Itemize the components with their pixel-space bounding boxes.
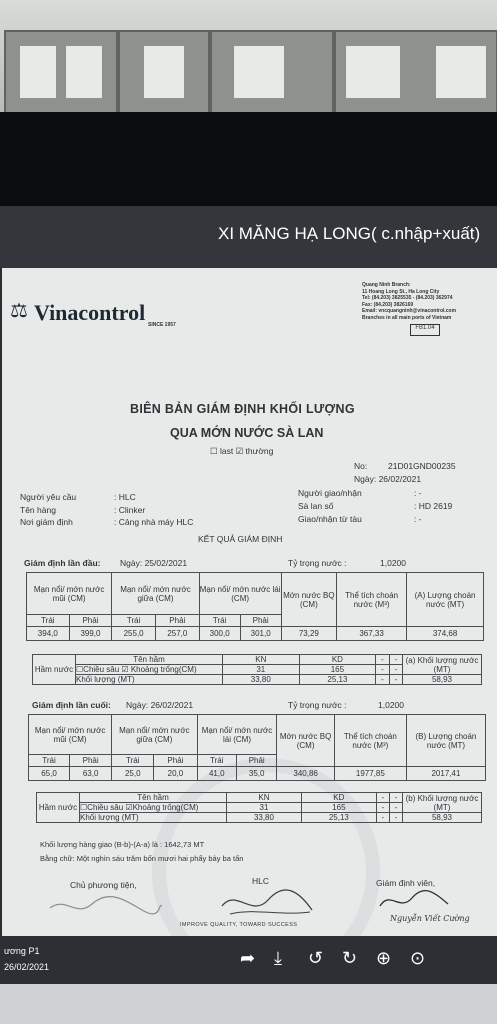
cell: 20,0 [154,767,197,781]
ship-value: : - [414,514,422,524]
cell: - [376,813,389,823]
cell: 257,0 [155,627,199,641]
requester-label: Người yêu cầu [20,492,77,502]
monitor-bezel [0,112,497,210]
water-mass-value: 58,93 [403,813,482,823]
sub-left: Trái [112,755,154,767]
office-wall [0,0,497,118]
hlc-label: HLC [252,876,270,886]
header-mean-draft: Mớn nước BQ (CM) [277,715,334,767]
header-mid: Mạn nổi/ mớn nước giữa (CM) [112,715,197,755]
depth-row-label: ☐Chiều sâu ☑ Khoảng trống(CM) [76,665,223,675]
cell: 25,0 [112,767,154,781]
total-mass: Khối lượng hàng giao (B-b)-(A-a) là : 1642,73 MT [40,840,205,849]
sub-right: Phải [70,755,112,767]
last-tank-table [36,792,482,823]
first-survey-date: Ngày: 25/02/2021 [120,558,188,568]
sub-right: Phải [155,615,199,627]
tank-label: Hầm nước [37,793,80,823]
sub-left: Trái [199,615,240,627]
motto: IMPROVE QUALITY, TOWARD SUCCESS [180,922,298,928]
file-name: ương P1 [4,946,40,956]
cell: 65,0 [29,767,70,781]
sub-left: Trái [29,755,70,767]
share-icon[interactable]: ➦ [240,948,256,968]
header-stern: Mạn nổi/ mớn nước lái (CM) [199,573,281,615]
result-title: KẾT QUẢ GIÁM ĐỊNH [198,534,283,544]
inspector-name: Nguyễn Viết Cường [390,914,470,923]
sub-right: Phải [69,615,112,627]
tank-name-header: Tên hầm [76,655,223,665]
cell: - [376,675,389,685]
header-bow: Mạn nổi/ mớn nước mũi (CM) [27,573,112,615]
cell: - [389,793,402,803]
cell: - [389,665,402,675]
water-mass-value: 58,93 [403,675,482,685]
header-displacement: (B) Lượng choán nước (MT) [406,715,485,767]
deliver-label: Người giao/nhận [298,488,362,498]
requester-value: : HLC [114,492,136,502]
kn-header: KN [227,793,302,803]
kn-header: KN [223,655,300,665]
zoom-in-icon[interactable]: ⊕ [376,948,392,968]
cell: 374,68 [407,627,484,641]
header-volume: Thể tích choán nước (M³) [337,573,407,627]
cell: - [376,793,389,803]
last-draft-table [28,714,486,781]
inspector-signature [374,888,454,914]
cabinet [118,30,210,118]
cabinet [334,30,497,118]
total-in-words: Bằng chữ: Một nghìn sáu trăm bốn mươi hai phẩy bảy ba tấn [40,854,244,863]
cell: 25,13 [299,675,376,685]
logo: Vinacontrol [34,300,146,325]
cell: - [376,803,389,813]
cell: 2017,41 [406,767,485,781]
no-value: 21D01GND00235 [388,461,456,471]
cell: 31 [223,665,300,675]
first-draft-table [26,572,484,641]
first-density-label: Tỷ trọng nước : [288,558,347,568]
hd-icon[interactable]: ⊙ [410,948,426,968]
place-label: Nơi giám định [20,517,73,527]
cell: 41,0 [197,767,236,781]
logo-since: SINCE 1957 [148,322,176,328]
cell: 367,33 [337,627,407,641]
cell: 33,80 [227,813,302,823]
header-bow: Mạn nổi/ mớn nước mũi (CM) [29,715,112,755]
sub-left: Trái [197,755,236,767]
rotate-left-icon[interactable]: ↺ [308,948,324,968]
last-density-value: 1,0200 [378,700,404,710]
barge-label: Sà lan số [298,501,334,511]
mass-row-label: Khối lượng (MT) [80,813,227,823]
goods-value: : Clinker [114,505,146,515]
scales-icon: ⚖ [10,300,28,322]
mass-row-label: Khối lượng (MT) [76,675,223,685]
cell: - [389,813,402,823]
cell: 300,0 [199,627,240,641]
cell: - [376,665,389,675]
table-row [27,627,484,641]
inspector-label: Giám định viên, [376,878,436,888]
cell: 25,13 [301,813,376,823]
table-row [29,767,486,781]
cabinet [210,30,334,118]
depth-row-label: ☐Chiều sâu ☑Khoảng trống(CM) [80,803,227,813]
sub-right: Phải [240,615,281,627]
sub-left: Trái [27,615,70,627]
last-density-label: Tỷ trọng nước : [288,700,347,710]
goods-label: Tên hàng [20,505,56,515]
window-title: XI MĂNG HẠ LONG( c.nhập+xuất) [218,224,481,243]
thumbnail-strip [0,984,497,1024]
doc-subtitle: QUA MỚN NƯỚC SÀ LAN [170,426,324,440]
first-density-value: 1,0200 [380,558,406,568]
cell: 255,0 [112,627,156,641]
file-date: 26/02/2021 [4,962,50,972]
last-survey-label: Giám định lần cuối: [32,700,111,710]
cell: 73,29 [281,627,336,641]
cabinet [4,30,118,118]
doc-date: Ngày: 26/02/2021 [354,474,422,484]
place-value: : Cảng nhà máy HLC [114,517,194,527]
cell: 165 [299,665,376,675]
kd-header: KD [299,655,376,665]
cell: 63,0 [70,767,112,781]
tank-label: Hầm nước [33,655,76,685]
cell: 33,80 [223,675,300,685]
header-mean-draft: Mớn nước BQ (CM) [281,573,336,627]
form-code: FB1.04 [410,324,440,336]
cell: 31 [227,803,302,813]
kd-header: KD [301,793,376,803]
cell: 165 [301,803,376,813]
water-mass-header: (a) Khối lượng nước (MT) [403,655,482,675]
rotate-right-icon[interactable]: ↻ [342,948,358,968]
first-tank-table [32,654,482,685]
cell: - [389,803,402,813]
cell: 399,0 [69,627,112,641]
cell: - [389,675,402,685]
cell: 394,0 [27,627,70,641]
ship-label: Giao/nhận từ tàu [298,514,362,524]
sub-right: Phải [236,755,276,767]
captain-label: Chủ phương tiện, [70,880,137,890]
first-survey-label: Giám định lần đầu: [24,558,101,568]
captain-signature [46,892,166,920]
tank-name-header: Tên hầm [80,793,227,803]
cell: 301,0 [240,627,281,641]
sub-left: Trái [112,615,156,627]
cell: 340,86 [277,767,334,781]
header-volume: Thể tích choán nước (M³) [334,715,406,767]
barge-value: : HD 2619 [414,501,453,511]
cell: 1977,85 [334,767,406,781]
header-displacement: (A) Lượng choán nước (MT) [407,573,484,627]
download-icon[interactable]: ⤓ [274,948,282,968]
header-stern: Mạn nổi/ mớn nước lái (CM) [197,715,277,755]
header-mid: Mạn nổi/ mớn nước giữa (CM) [112,573,199,615]
cell: - [389,655,402,665]
last-survey-date: Ngày: 26/02/2021 [126,700,194,710]
deliver-value: : - [414,488,422,498]
branch-info: Quang Ninh Branch: 11 Hoang Long St., Ha Long City Tel: (84.203) 3825535 - (84.203) 362974 Fax: (84.203) 3826169 Email: vncquangninh@vinacontrol.com Branches in all main ports of Vietnam [362,282,457,321]
document-page [2,268,497,936]
type-checkbox: ☐ last ☑ thường [210,446,274,456]
water-mass-header: (b) Khối lượng nước (MT) [403,793,482,813]
sub-right: Phải [154,755,197,767]
cell: 35,0 [236,767,276,781]
no-label: No: [354,461,368,471]
hlc-signature [212,886,322,922]
doc-title: BIÊN BẢN GIÁM ĐỊNH KHỐI LƯỢNG [130,402,355,416]
cell: - [376,655,389,665]
